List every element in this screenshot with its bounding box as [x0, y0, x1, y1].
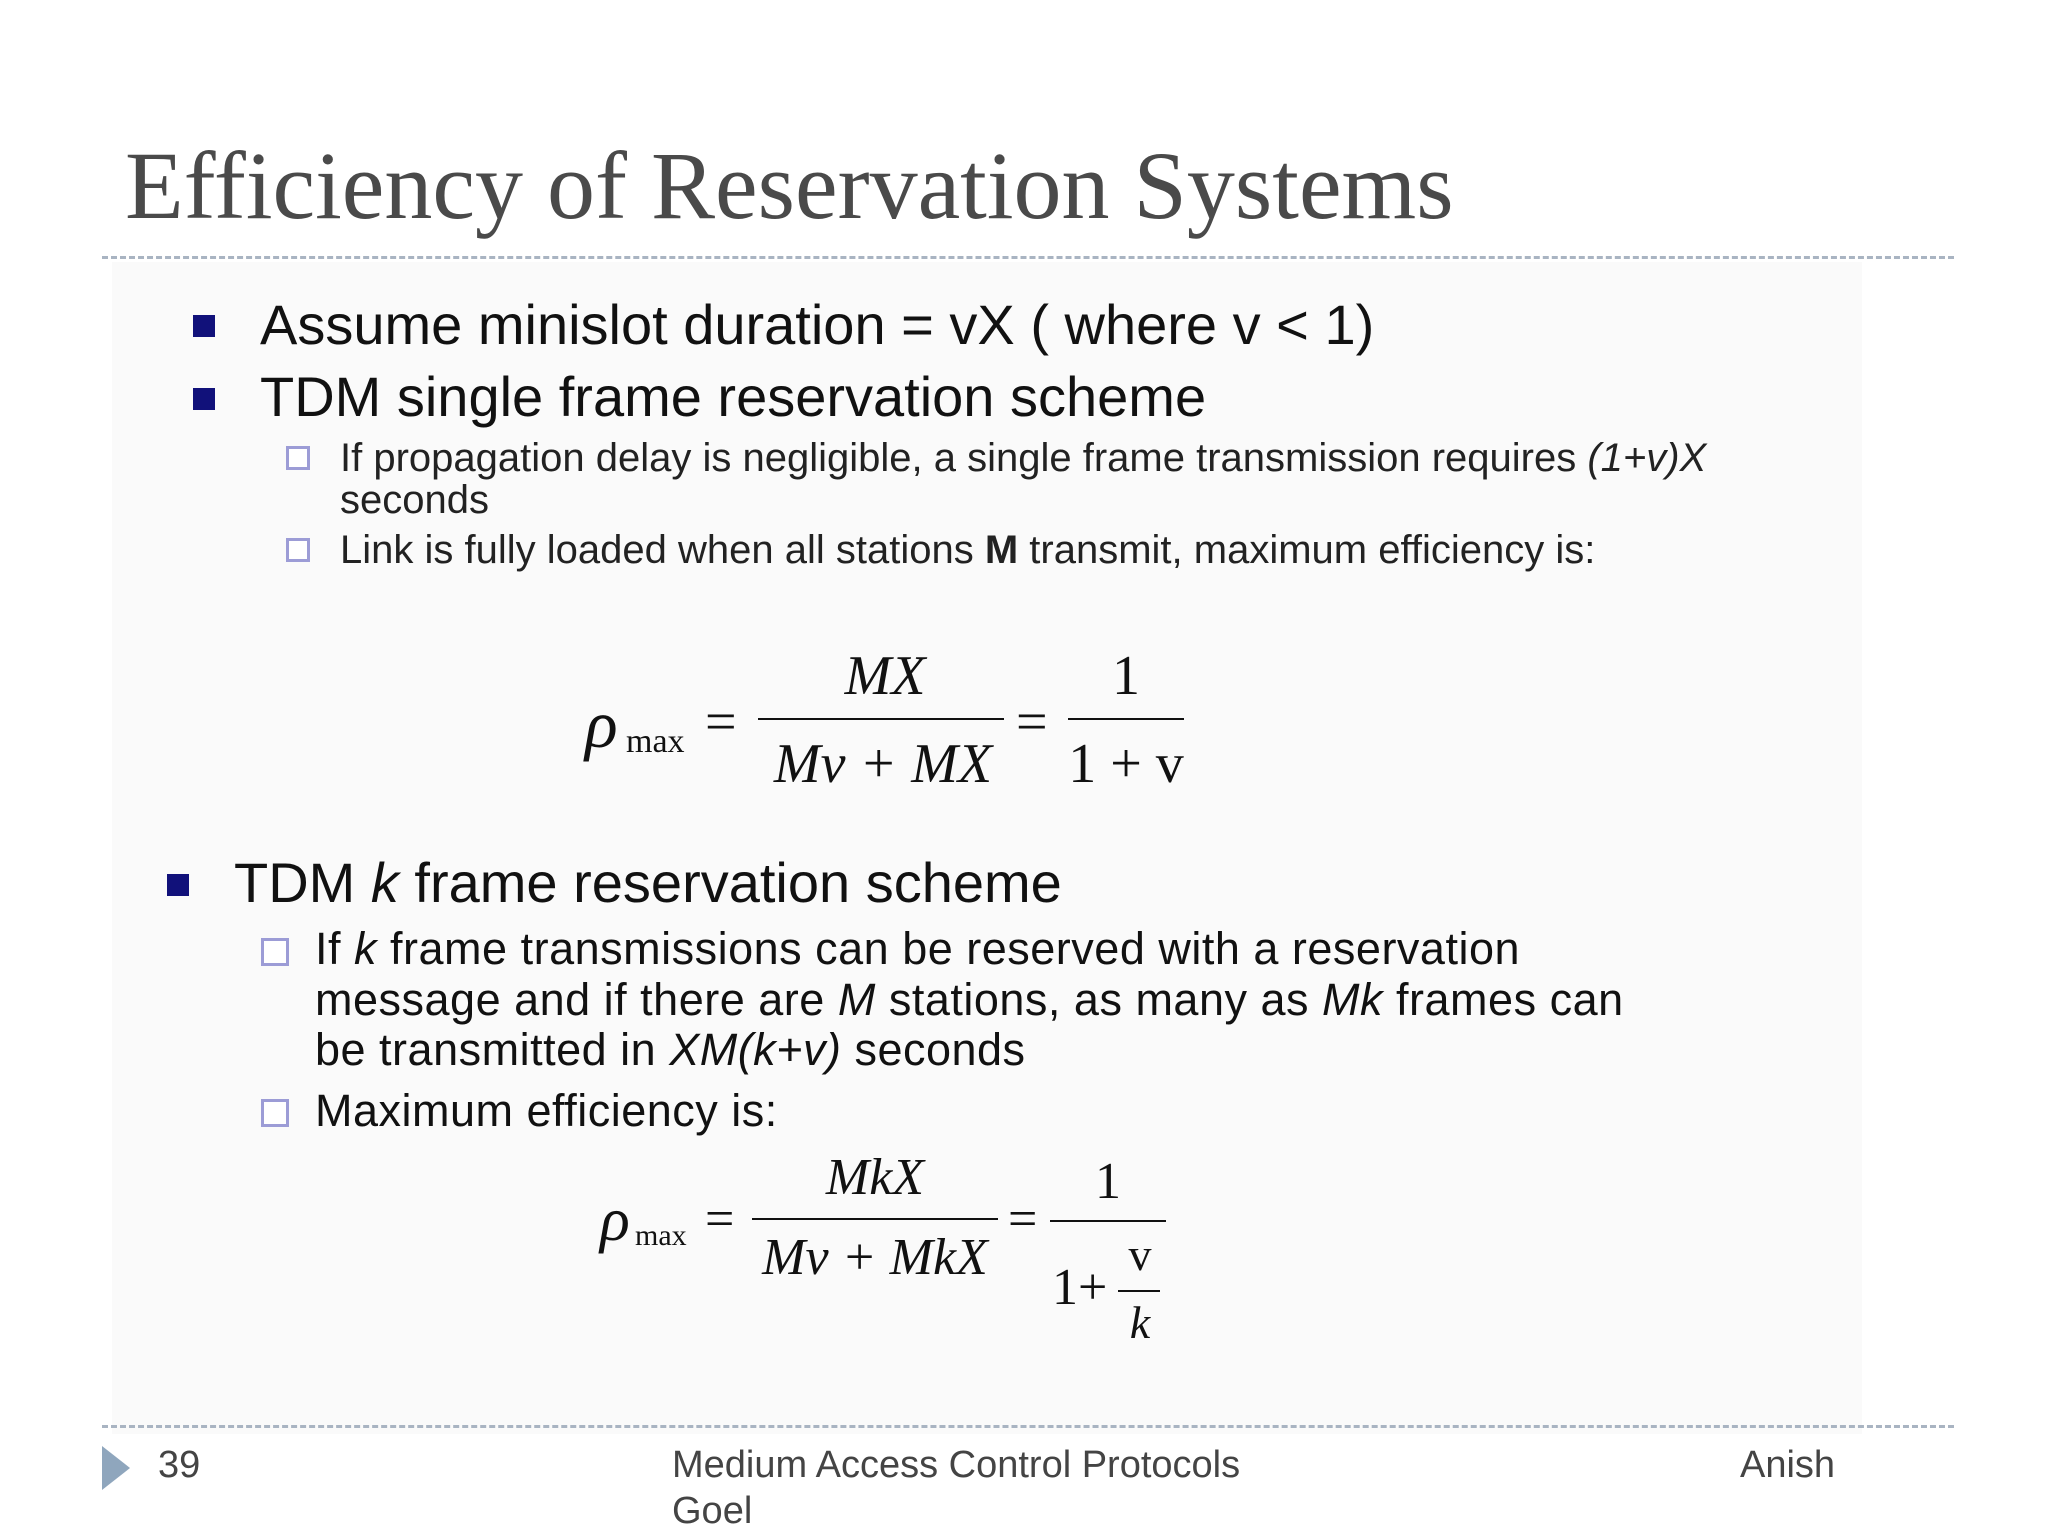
text-be-transmitted: be transmitted in	[315, 1024, 657, 1075]
text-Mk: Mk	[1322, 974, 1384, 1025]
equals-sign: =	[705, 691, 737, 753]
title-divider	[102, 256, 1954, 259]
nested-numerator: v	[1128, 1229, 1152, 1280]
sub-propagation-italic: (1+v)X	[1587, 436, 1707, 480]
text-frames-can: frames can	[1396, 974, 1624, 1025]
bullet-k-frame-k: k	[370, 851, 399, 914]
sub-bullet-box	[261, 1099, 289, 1127]
equals-sign: =	[705, 1191, 735, 1248]
rho-symbol: ρ	[600, 1186, 630, 1254]
rho-subscript: max	[635, 1219, 687, 1252]
bullet-minislot: Assume minislot duration = vX ( where v < 1)	[260, 293, 1375, 356]
bullet-k-frame-b: frame reservation scheme	[414, 851, 1062, 914]
bullet-k-frame	[234, 850, 1062, 915]
footer-course-line2: Goel	[672, 1490, 753, 1532]
fraction-denominator: Mv + MX	[773, 733, 993, 795]
sub-k-frame-line2	[315, 974, 1624, 1026]
sub-propagation-line1	[340, 436, 1706, 481]
fraction-bar	[752, 1218, 998, 1220]
text-xmkv: XM(k+v)	[669, 1024, 842, 1075]
footer-author: Anish	[1740, 1444, 1836, 1486]
rho-subscript: max	[626, 723, 685, 760]
footer-course-line1: Medium Access Control Protocols	[672, 1444, 1241, 1486]
sub-k-frame-line1	[315, 923, 1520, 975]
text-if: If	[315, 923, 342, 974]
bullet-k-frame-a: TDM	[234, 851, 356, 914]
sub-fully-loaded-m: M	[984, 528, 1019, 572]
fraction-bar	[758, 718, 1004, 720]
sub-bullet-box	[286, 538, 310, 562]
text-message: message and if there are	[315, 974, 825, 1025]
nested-denominator-prefix: 1+	[1052, 1259, 1108, 1316]
sub-k-frame-line3	[315, 1024, 1026, 1076]
nested-denominator: k	[1129, 1297, 1151, 1348]
sub-bullet-box	[286, 446, 310, 470]
fraction-denominator: 1 + v	[1068, 733, 1184, 795]
bullet-single-frame: TDM single frame reservation scheme	[260, 365, 1207, 428]
fraction-numerator: MkX	[825, 1149, 925, 1206]
rho-symbol: ρ	[585, 686, 618, 762]
slide-title: Efficiency of Reservation Systems	[125, 132, 1454, 239]
play-triangle-icon	[102, 1446, 130, 1490]
sub-fully-loaded-b: transmit, maximum efficiency is:	[1029, 528, 1596, 572]
bullet-square	[193, 388, 215, 410]
fraction-denominator: Mv + MkX	[762, 1229, 988, 1286]
page-number: 39	[158, 1444, 201, 1486]
fraction-numerator: 1	[1095, 1153, 1121, 1210]
equals-sign: =	[1008, 1191, 1038, 1248]
sub-propagation-text: If propagation delay is negligible, a single frame transmission requires	[340, 436, 1577, 480]
sub-fully-loaded-a: Link is fully loaded when all stations	[340, 528, 974, 572]
fraction-bar	[1068, 718, 1184, 720]
sub-propagation-line2: seconds	[340, 478, 489, 522]
nested-fraction-bar	[1118, 1290, 1160, 1292]
text-seconds: seconds	[854, 1024, 1026, 1075]
text-frame-transmissions: frame transmissions can be reserved with a reservation	[390, 923, 1521, 974]
text-M: M	[837, 974, 876, 1025]
fraction-numerator: 1	[1112, 645, 1140, 707]
fraction-bar	[1050, 1220, 1166, 1222]
footer-divider	[102, 1425, 1954, 1428]
equals-sign: =	[1016, 691, 1048, 753]
bullet-square	[193, 315, 215, 337]
sub-fully-loaded	[340, 528, 1595, 573]
sub-bullet-box	[261, 938, 289, 966]
fraction-numerator: MX	[844, 645, 926, 707]
sub-max-efficiency: Maximum efficiency is:	[315, 1085, 778, 1136]
text-stations: stations, as many as	[888, 974, 1310, 1025]
text-k: k	[354, 923, 378, 974]
bullet-square	[167, 874, 189, 896]
